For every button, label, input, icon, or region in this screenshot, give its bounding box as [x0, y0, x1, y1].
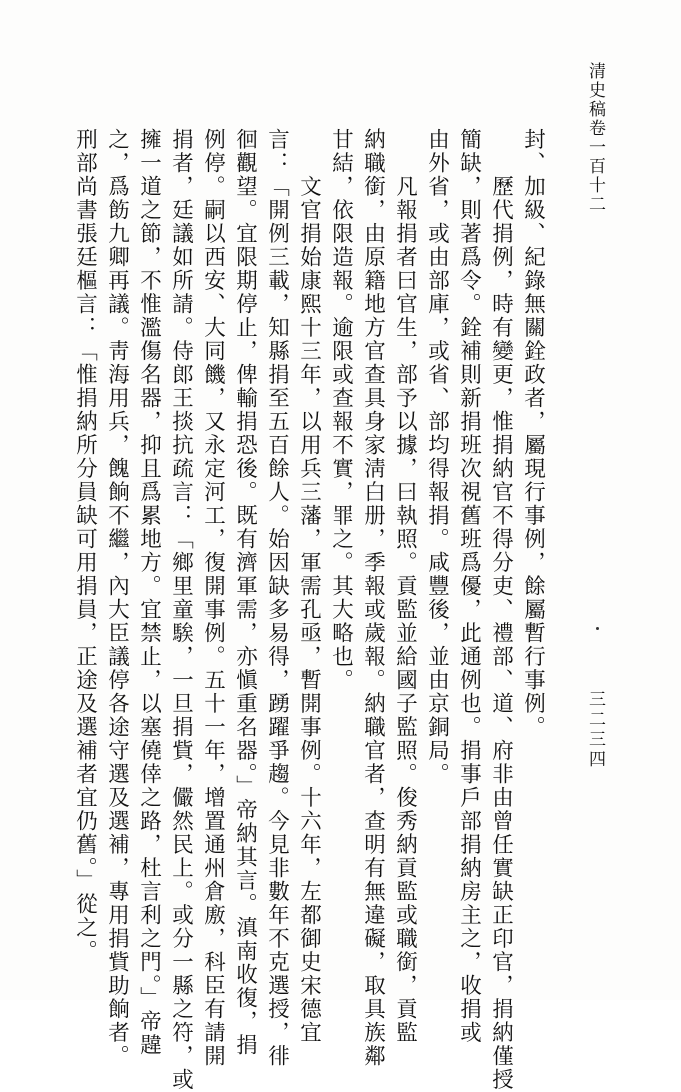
text-column-2: 歷代捐例，時有變更，惟捐納官不得分吏、禮部、道、府非由曾任實缺正印官，捐納僅授: [488, 128, 514, 1092]
text-column-9: 言：「開例三載，知縣捐至五百餘人。始因缺多易得，踴躍爭趨。今見非數年不克選授，徘: [264, 128, 290, 1068]
text-column-8: 文官捐始康熙十三年，以用兵三藩，軍需孔亟，暫開事例。十六年，左都御史宋德宜: [296, 128, 322, 1045]
text-column-14: 之，爲飭九卿再議。靑海用兵，餽餉不繼，內大臣議停各途守選及選補，專用捐貲助餉者。: [104, 128, 130, 1068]
text-column-5: 凡報捐者曰官生，部予以據，曰執照。貢監並給國子監照。俊秀納貢監或職銜，貢監: [392, 128, 418, 1045]
text-column-1: 封、加級、紀錄無關銓政者，屬現行事例，餘屬暫行事例。: [520, 128, 546, 739]
text-column-13: 擁一道之節，不惟濫傷名器，抑且爲累地方。宜禁止，以塞僥倖之路，杜言利之門。」帝韙: [136, 128, 162, 1058]
text-column-12: 捐者，廷議如所請。侍郎王掞抗疏言：「鄉里童騃，一旦捐貲，儼然民上。或分一縣之符，或: [168, 128, 194, 1092]
text-column-7: 甘結，依限造報。逾限或查報不實，罪之。其大略也。: [328, 128, 354, 692]
text-column-15: 刑部尚書張廷樞言：「惟捐納所分員缺可用捐員，正途及選補者宜仍舊。」從之。: [72, 128, 98, 964]
text-column-11: 例停。嗣以西安、大同饑，又永定河工，復開事例。五十一年，增置通州倉廒，科臣有請開: [200, 128, 226, 1068]
text-column-3: 簡缺，則著爲令。銓補則新捐班次視舊班爲優，此通例也。捐事戶部捐納房主之，收捐或: [456, 128, 482, 1045]
page-number: 三二三四: [585, 690, 605, 770]
text-column-6: 納職銜，由原籍地方官查具身家淸白册，季報或歲報。納職官者，查明有無違礙，取具族鄰: [360, 128, 386, 1068]
book-title-header: 清史稿卷一百十二: [585, 62, 605, 214]
text-column-4: 由外省，或由部庫，或省、部均得報捐。咸豐後，並由京銅局。: [424, 128, 450, 786]
page-speck: [596, 627, 599, 630]
text-column-10: 徊觀望。宜限期停止，俾輸捐恐後。既有濟軍需，亦愼重名器。」帝納其言。滇南收復，捐: [232, 128, 258, 1058]
